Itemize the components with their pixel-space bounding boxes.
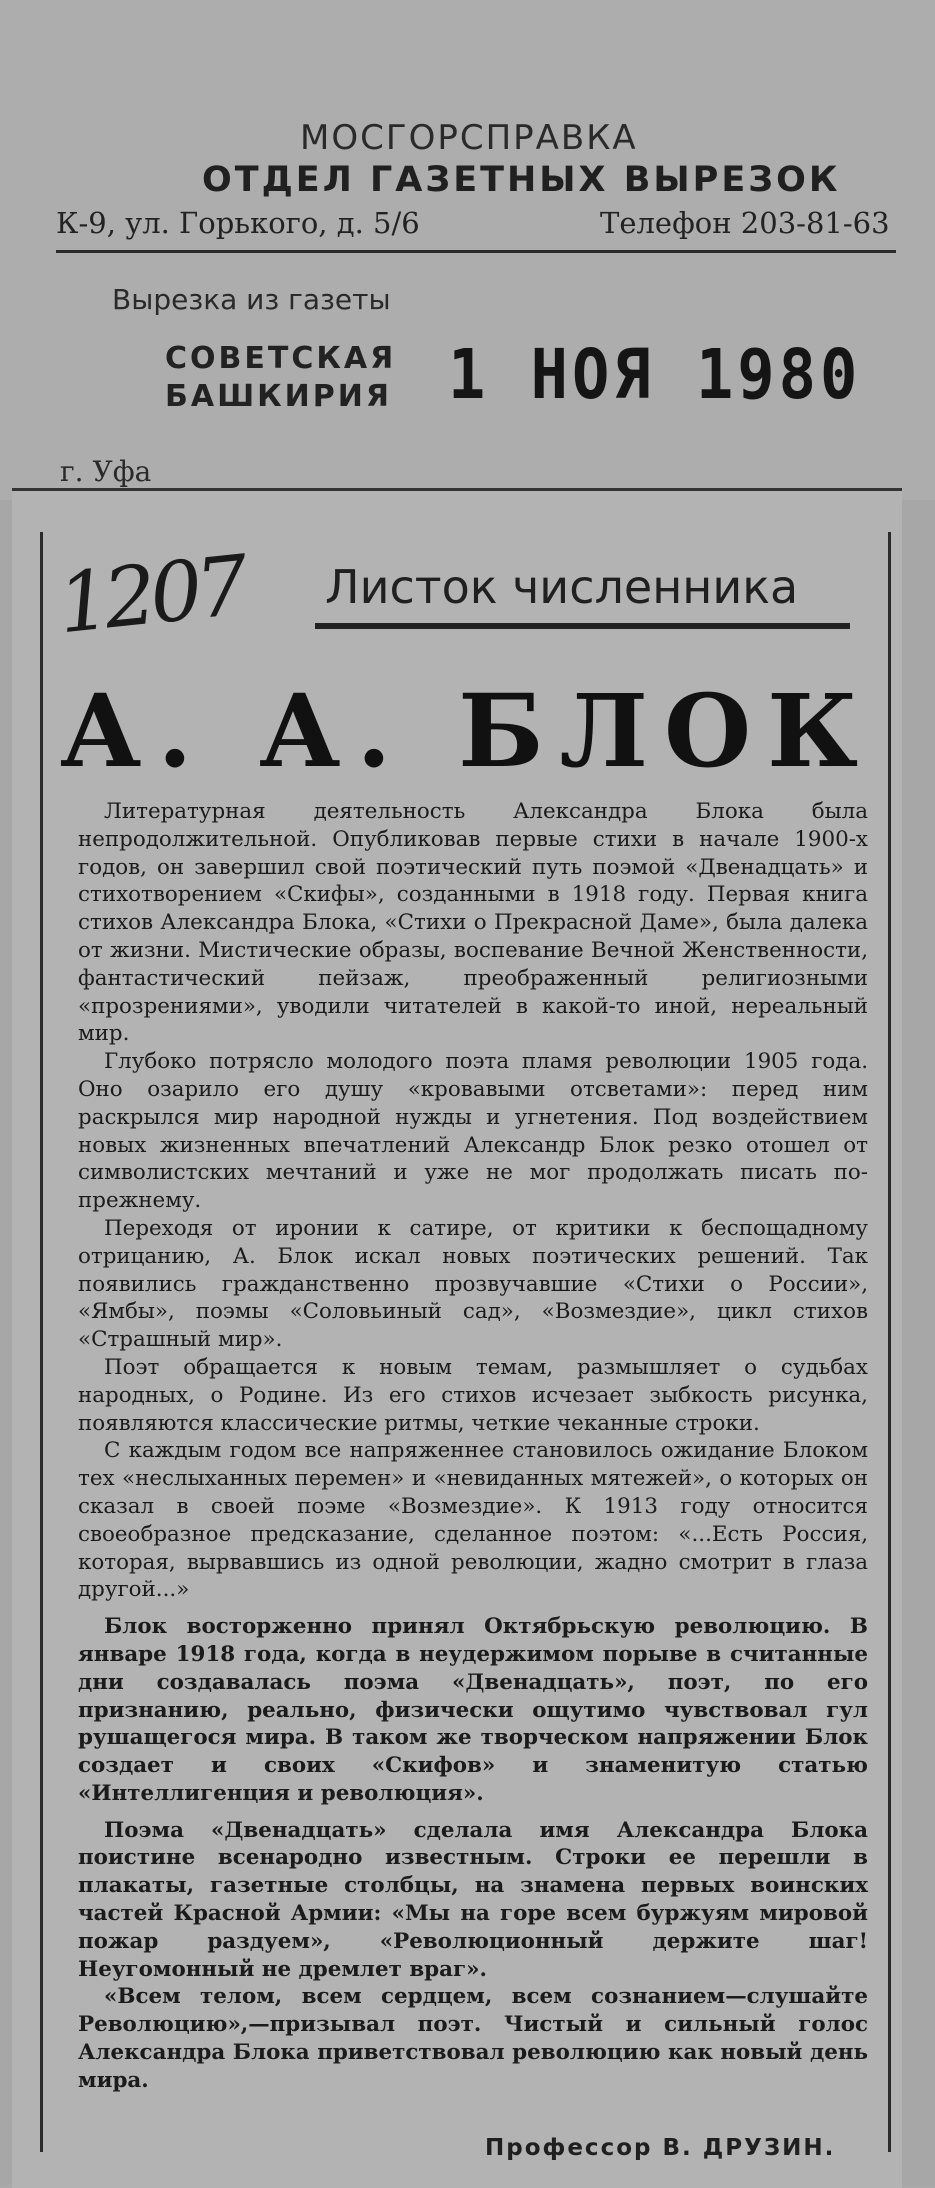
clipping-frame-left — [40, 532, 43, 2152]
header-divider — [56, 250, 896, 253]
phone-number: Телефон 203-81-63 — [600, 206, 890, 240]
rubric-underline — [315, 623, 850, 629]
article-paragraph: Блок восторженно принял Октябрьскую революцию. В январе 1918 года, когда в неудержимом порыве в считанные дни создавалась поэма «Двенадцать», поэт, по его признанию, реально, физически ощутимо чувствовал гул рушащегося мира. В таком же творческом напряжении Блок создает и своих «Скифов» и знаменитую статью «Интеллигенция и революция». — [78, 1614, 868, 1806]
article-title: А. А. БЛОК — [60, 672, 875, 790]
handwritten-number: 1207 — [53, 538, 248, 653]
department-name: ОТДЕЛ ГАЗЕТНЫХ ВЫРЕЗОК — [202, 160, 841, 200]
clipping-source-label: Вырезка из газеты — [112, 283, 391, 316]
article-paragraph: С каждым годом все напряженнее становилось ожидание Блоком тех «неслыханных перемен» и «невиданных мятежей», о которых он сказал в своей поэме «Возмездие». К 1913 году относится своеобразное предсказание, сделанное поэтом: «...Есть Россия, которая, вырвавшись из одной революции, жадно смотрит в глаза другой...» — [78, 1438, 868, 1603]
address: К-9, ул. Горького, д. 5/6 — [56, 206, 420, 240]
organization-name: МОСГОРСПРАВКА — [300, 118, 638, 158]
author-signature: Профессор В. ДРУЗИН. — [485, 2135, 836, 2161]
rubric-title: Листок численника — [325, 560, 799, 614]
date-stamp: 1 НОЯ 1980 — [448, 334, 862, 415]
article-paragraph: Глубоко потрясло молодого поэта пламя революции 1905 года. Оно озарило его душу «кровавыми отсветами»: перед ним раскрылся мир народной нужды и угнетения. Под воздействием новых жизненных впечатлений Александр Блок резко отошел от символистских мечтаний и уже не мог продолжать писать по-прежнему. — [78, 1049, 868, 1214]
newspaper-name — [165, 340, 396, 416]
article-paragraph: «Всем телом, всем сердцем, всем сознанием—слушайте Революцию»,—призывал поэт. Чистый и сильный голос Александра Блока приветствовал революцию как новый день мира. — [78, 1984, 868, 2093]
city: г. Уфа — [60, 455, 152, 488]
newspaper-name-line1: СОВЕТСКАЯ — [165, 341, 397, 376]
article-paragraph: Переходя от иронии к сатире, от критики к беспощадному отрицанию, А. Блок искал новых поэтических решений. Так появились гражданственно прозвучавшие «Стихи о России», «Ямбы», поэмы «Соловьиный сад», «Возмездие», цикл стихов «Страшный мир». — [78, 1215, 868, 1353]
article-body — [78, 798, 868, 2095]
article-paragraph: Поэма «Двенадцать» сделала имя Александра Блока поистине всенародно известным. Строки ее перешли в плакаты, газетные столбцы, на знамена первых воинских частей Красной Армии: «Мы на горе всем буржуям мировой пожар раздуем», «Революционный держите шаг! Неугомонный не дремлет враг». — [78, 1817, 868, 1982]
article-paragraph: Поэт обращается к новым темам, размышляет о судьбах народных, о Родине. Из его стихов исчезает зыбкость рисунка, появляются классические ритмы, четкие чеканные строки. — [78, 1354, 868, 1436]
newspaper-name-line2: БАШКИРИЯ — [165, 379, 392, 414]
clipping-frame-right — [888, 532, 891, 2152]
article-paragraph: Литературная деятельность Александра Блока была непродолжительной. Опубликовав первые стихи в начале 1900-х годов, он завершил свой поэтический путь поэмой «Двенадцать» и стихотворением «Скифы», созданными в 1918 году. Первая книга стихов Александра Блока, «Стихи о Прекрасной Даме», была далека от жизни. Мистические образы, воспевание Вечной Женственности, фантастический пейзаж, преображенный религиозными «прозрениями», уводили читателей в какой-то иной, нереальный мир. — [78, 799, 868, 1047]
clipping-service-card — [0, 0, 935, 500]
